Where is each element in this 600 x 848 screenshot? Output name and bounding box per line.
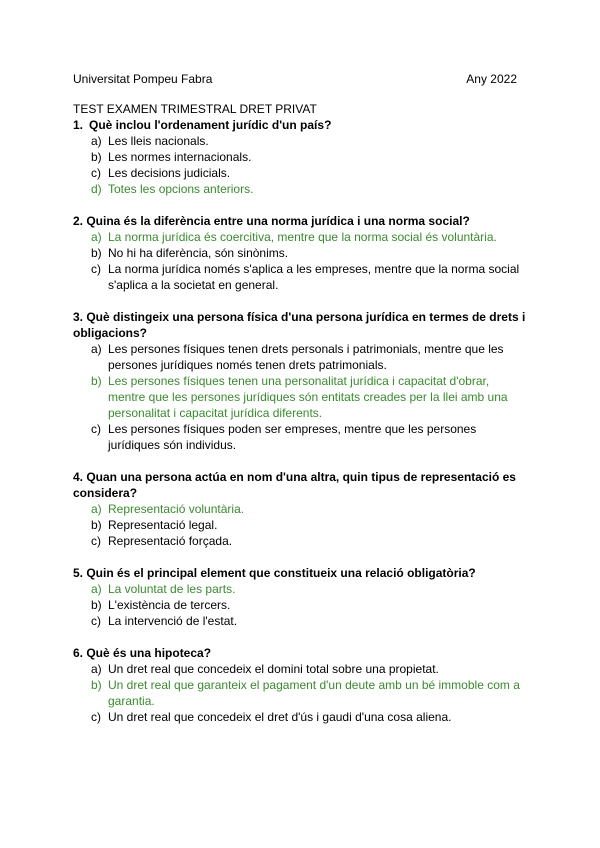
option-a-correct	[73, 229, 529, 245]
option-a	[73, 661, 529, 677]
option-b-correct	[73, 677, 529, 709]
option-text: Representació legal.	[108, 518, 218, 532]
option-text: Totes les opcions anteriors.	[108, 182, 254, 196]
option-text: La intervenció de l'estat.	[108, 614, 238, 628]
option-text: Les persones físiques tenen una personalitat jurídica i capacitat d'obrar, mentre que les persones jurídiques són entitats creades per la llei amb una personalitat i capacitat jurídica diferents.	[108, 374, 508, 420]
question-3	[73, 309, 529, 453]
option-b-correct	[73, 373, 529, 421]
question-title: 3. Què distingeix una persona física d'una persona jurídica en termes de drets i obligacions?	[73, 310, 526, 340]
option-c	[73, 261, 529, 293]
option-letter: a)	[91, 582, 102, 596]
question-2	[73, 213, 529, 293]
option-text: Les decisions judicials.	[108, 166, 231, 180]
option-letter: c)	[91, 710, 101, 724]
option-letter: a)	[91, 662, 102, 676]
option-c	[73, 533, 529, 549]
test-title: TEST EXAMEN TRIMESTRAL DRET PRIVAT	[73, 102, 317, 116]
question-title: 4. Quan una persona actúa en nom d'una altra, quin tipus de representació es considera?	[73, 470, 516, 500]
option-letter: a)	[91, 342, 102, 356]
option-letter: b)	[91, 150, 102, 164]
option-letter: b)	[91, 246, 102, 260]
option-text: Un dret real que concedeix el dret d'ús i gaudi d'una cosa aliena.	[108, 710, 452, 724]
option-letter: a)	[91, 502, 102, 516]
option-text: Les persones físiques tenen drets personals i patrimonials, mentre que les persones jurídiques només tenen drets patrimonials.	[108, 342, 504, 372]
option-a-correct	[73, 501, 529, 517]
option-letter: b)	[91, 598, 102, 612]
option-b	[73, 517, 529, 533]
option-letter: c)	[91, 614, 101, 628]
option-letter: b)	[91, 518, 102, 532]
question-6	[73, 645, 529, 725]
option-text: No hi ha diferència, són sinònims.	[108, 246, 289, 260]
option-letter: c)	[91, 534, 101, 548]
question-5	[73, 565, 529, 629]
option-letter: c)	[91, 262, 101, 276]
option-a	[73, 341, 529, 373]
question-text	[73, 117, 529, 133]
option-b	[73, 597, 529, 613]
option-text: La norma jurídica és coercitiva, mentre que la norma social és voluntària.	[108, 230, 497, 244]
option-c	[73, 613, 529, 629]
question-4	[73, 469, 529, 549]
option-text: Les persones físiques poden ser empreses, mentre que les persones jurídiques són individus.	[108, 422, 477, 452]
option-letter: c)	[91, 166, 101, 180]
university-name: Universitat Pompeu Fabra	[73, 72, 213, 86]
option-letter: d)	[91, 182, 102, 196]
option-text: L'existència de tercers.	[108, 598, 231, 612]
option-c	[73, 165, 529, 181]
question-title: Què inclou l'ordenament jurídic d'un país?	[89, 118, 332, 132]
option-b	[73, 149, 529, 165]
option-letter: b)	[91, 374, 102, 388]
questions-list	[73, 117, 529, 741]
option-letter: b)	[91, 678, 102, 692]
option-text: La voluntat de les parts.	[108, 582, 236, 596]
option-a	[73, 133, 529, 149]
option-text: La norma jurídica només s'aplica a les empreses, mentre que la norma social s'aplica a la societat en general.	[108, 262, 520, 292]
question-title: 2. Quina és la diferència entre una norma jurídica i una norma social?	[73, 214, 470, 228]
option-text: Un dret real que garanteix el pagament d'un deute amb un bé immoble com a garantia.	[108, 678, 520, 708]
exam-year: Any 2022	[466, 72, 517, 86]
option-text: Les lleis nacionals.	[108, 134, 209, 148]
option-letter: c)	[91, 422, 101, 436]
question-title: 6. Què és una hipoteca?	[73, 646, 212, 660]
option-c	[73, 421, 529, 453]
option-text: Representació voluntària.	[108, 502, 245, 516]
option-letter: a)	[91, 230, 102, 244]
question-title: 5. Quin és el principal element que constitueix una relació obligatòria?	[73, 566, 476, 580]
option-c	[73, 709, 529, 725]
page-header	[73, 71, 517, 87]
option-text: Representació forçada.	[108, 534, 233, 548]
question-number: 1.	[73, 118, 84, 132]
option-b	[73, 245, 529, 261]
option-a-correct	[73, 581, 529, 597]
option-text: Un dret real que concedeix el domini total sobre una propietat.	[108, 662, 439, 676]
option-d-correct	[73, 181, 529, 197]
option-text: Les normes internacionals.	[108, 150, 252, 164]
question-1	[73, 117, 529, 197]
option-letter: a)	[91, 134, 102, 148]
